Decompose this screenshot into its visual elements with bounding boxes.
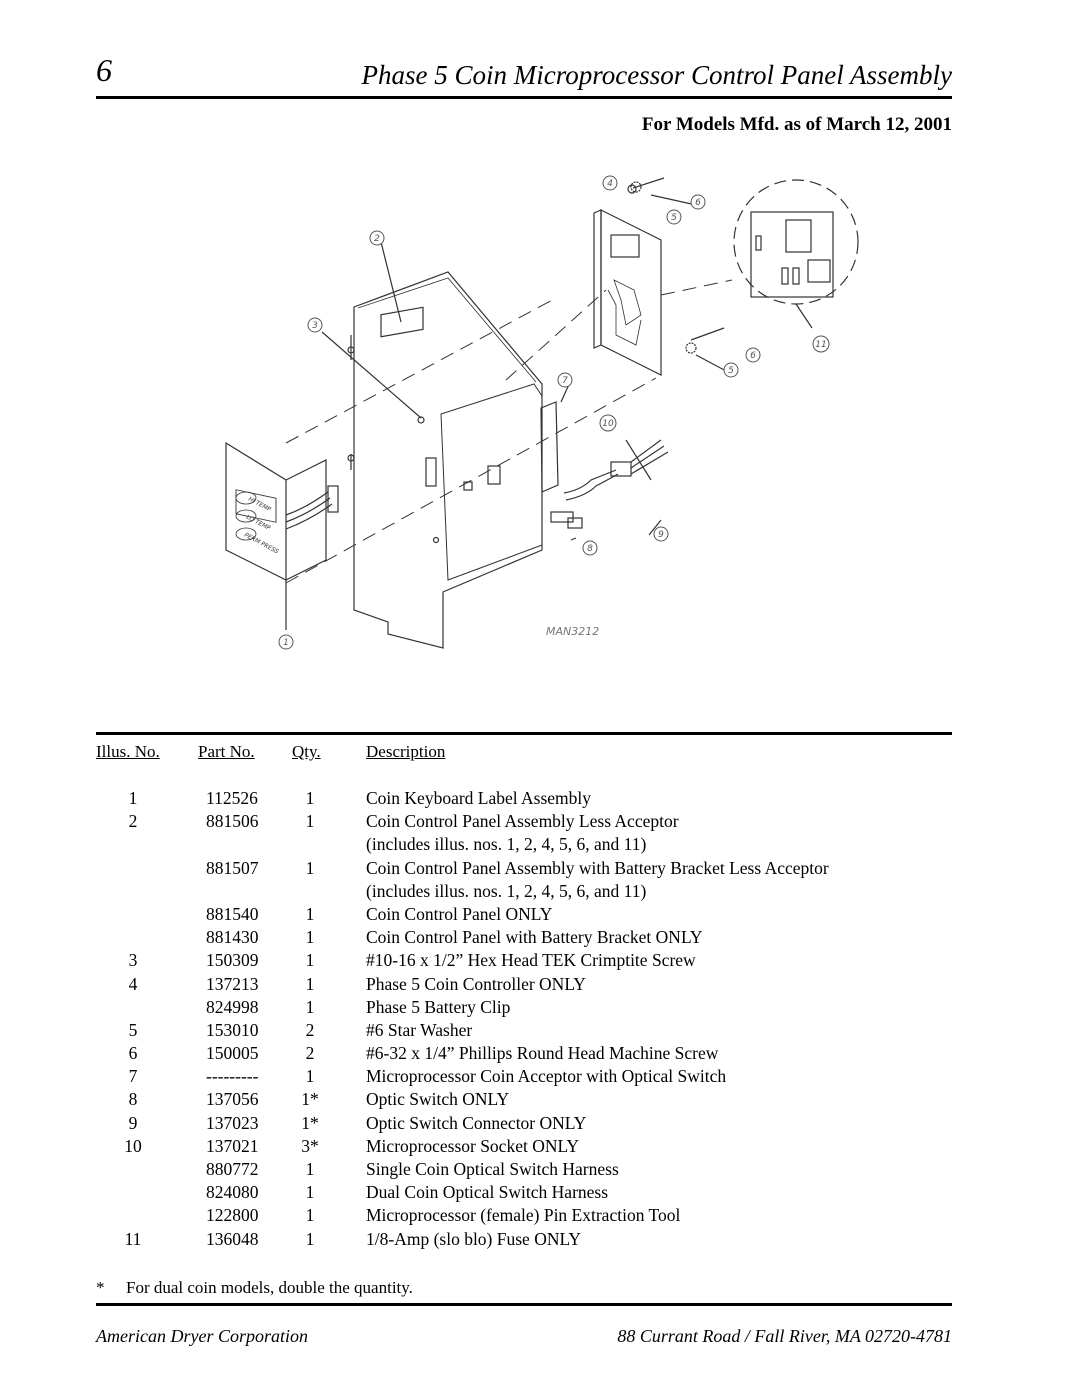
qty-cell: 1 <box>305 1228 315 1249</box>
qty-cell: 1 <box>305 788 315 808</box>
table-row <box>96 810 952 833</box>
qty-cell: 1 <box>305 903 315 924</box>
keypad-label-perm-press: PERM PRESS <box>243 531 280 556</box>
part-no-cell: 136048 <box>206 1228 259 1249</box>
table-row <box>96 949 952 972</box>
illus-no-cell: 10 <box>124 1135 142 1156</box>
description-cell: (includes illus. nos. 1, 2, 4, 5, 6, and 11) <box>366 834 647 855</box>
table-row <box>96 833 952 856</box>
qty-cell: 1* <box>301 1112 319 1133</box>
footer-rule <box>96 1303 952 1306</box>
models-subtitle: For Models Mfd. as of March 12, 2001 <box>641 114 952 135</box>
illus-no-cell: 4 <box>128 973 138 994</box>
table-row <box>96 1112 952 1135</box>
qty-cell: 1 <box>305 857 315 878</box>
part-no-cell: 137213 <box>206 973 259 994</box>
page-number: 6 <box>96 52 112 88</box>
footnote <box>96 1278 413 1298</box>
header-description: Description <box>366 742 446 761</box>
illus-no-cell: 11 <box>124 1228 142 1249</box>
part-no-cell: 881507 <box>206 857 259 878</box>
part-no-cell: 153010 <box>206 1019 259 1040</box>
company-name: American Dryer Corporation <box>96 1326 308 1346</box>
callout-5-top: 5 <box>671 213 677 223</box>
callout-6-top: 6 <box>695 198 701 208</box>
description-cell: Optic Switch Connector ONLY <box>366 1112 587 1133</box>
callout-1: 1 <box>283 638 289 648</box>
part-no-cell: 824998 <box>206 996 259 1017</box>
callout-8: 8 <box>587 544 593 554</box>
description-cell: #6 Star Washer <box>366 1019 473 1040</box>
callout-9: 9 <box>658 530 664 540</box>
description-cell: Coin Keyboard Label Assembly <box>366 788 592 808</box>
table-row <box>96 1158 952 1181</box>
description-cell: Coin Control Panel Assembly with Battery Bracket Less Acceptor <box>366 857 829 878</box>
table-row <box>96 1181 952 1204</box>
illus-no-cell: 5 <box>128 1019 138 1040</box>
table-row <box>96 1019 952 1042</box>
qty-cell: 2 <box>305 1043 315 1064</box>
illus-no-cell: 6 <box>128 1043 138 1064</box>
illus-no-cell: 1 <box>128 788 138 808</box>
header-rule <box>96 96 952 99</box>
part-no-cell: 137021 <box>206 1135 259 1156</box>
table-row <box>96 1042 952 1065</box>
table-row <box>96 996 952 1019</box>
qty-cell: 1 <box>305 811 315 832</box>
part-no-cell: 881430 <box>206 927 259 948</box>
company-address: 88 Currant Road / Fall River, MA 02720-4781 <box>617 1326 952 1346</box>
table-row <box>96 1228 952 1251</box>
control-panel-outline <box>354 272 542 648</box>
description-cell: Optic Switch ONLY <box>366 1089 510 1110</box>
table-row <box>96 1065 952 1088</box>
qty-cell: 3* <box>301 1135 319 1156</box>
description-cell: Microprocessor Socket ONLY <box>366 1135 580 1156</box>
description-cell: Microprocessor (female) Pin Extraction Tool <box>366 1205 681 1226</box>
part-no-cell: --------- <box>206 1066 259 1087</box>
keypad-label-lo-temp: LO TEMP <box>245 513 272 532</box>
qty-cell: 2 <box>305 1019 315 1040</box>
table-row <box>96 857 952 880</box>
table-row <box>96 903 952 926</box>
header-illus-no: Illus. No. <box>96 742 160 761</box>
qty-cell: 1 <box>305 973 315 994</box>
callout-3: 3 <box>312 321 318 331</box>
description-cell: #6-32 x 1/4” Phillips Round Head Machine Screw <box>366 1043 719 1064</box>
table-row <box>96 1135 952 1158</box>
qty-cell: 1 <box>305 996 315 1017</box>
table-row <box>96 926 952 949</box>
illus-no-cell: 9 <box>128 1112 138 1133</box>
keypad-label-hi-temp: HI TEMP <box>247 495 272 514</box>
part-no-cell: 824080 <box>206 1182 259 1203</box>
part-no-cell: 137056 <box>206 1089 259 1110</box>
part-no-cell: 150005 <box>206 1043 259 1064</box>
header-part-no: Part No. <box>198 742 255 761</box>
qty-cell: 1 <box>305 1182 315 1203</box>
callout-5-bottom: 5 <box>728 366 734 376</box>
description-cell: Dual Coin Optical Switch Harness <box>366 1182 609 1203</box>
illus-no-cell: 2 <box>128 811 138 832</box>
table-row <box>96 787 952 810</box>
drawing-number: MAN3212 <box>546 625 600 638</box>
description-cell: Coin Control Panel with Battery Bracket ONLY <box>366 927 703 948</box>
callout-10: 10 <box>602 419 614 429</box>
part-no-cell: 150309 <box>206 950 259 971</box>
callout-2: 2 <box>374 234 380 244</box>
table-row <box>96 973 952 996</box>
part-no-cell: 880772 <box>206 1159 259 1179</box>
description-cell: (includes illus. nos. 1, 2, 4, 5, 6, and 11) <box>366 880 647 901</box>
qty-cell: 1* <box>301 1089 319 1110</box>
table-row <box>96 1088 952 1111</box>
qty-cell: 1 <box>305 950 315 971</box>
footnote-marker: * <box>96 1278 105 1297</box>
callout-4: 4 <box>607 179 613 189</box>
table-row <box>96 880 952 903</box>
part-no-cell: 137023 <box>206 1112 259 1133</box>
description-cell: Phase 5 Coin Controller ONLY <box>366 973 586 994</box>
description-cell: Phase 5 Battery Clip <box>366 996 511 1017</box>
keyboard-label-outline <box>226 443 286 580</box>
table-row <box>96 1204 952 1227</box>
footnote-text: For dual coin models, double the quantity. <box>126 1278 413 1297</box>
exploded-assembly-diagram <box>96 140 952 720</box>
callout-7: 7 <box>562 376 568 386</box>
part-no-cell: 112526 <box>206 788 258 808</box>
description-cell: Microprocessor Coin Acceptor with Optical Switch <box>366 1066 727 1087</box>
parts-table <box>96 787 952 1251</box>
page-title: Phase 5 Coin Microprocessor Control Panel Assembly <box>361 60 952 90</box>
description-cell: #10-16 x 1/2” Hex Head TEK Crimptite Screw <box>366 950 696 971</box>
callout-6-bottom: 6 <box>750 351 756 361</box>
qty-cell: 1 <box>305 1066 315 1087</box>
header-qty: Qty. <box>292 742 321 761</box>
part-no-cell: 881506 <box>206 811 259 832</box>
illus-no-cell: 3 <box>128 950 138 971</box>
table-top-rule <box>96 732 952 735</box>
illus-no-cell: 7 <box>128 1066 138 1087</box>
part-no-cell: 881540 <box>206 903 259 924</box>
description-cell: Coin Control Panel ONLY <box>366 903 553 924</box>
qty-cell: 1 <box>305 1205 315 1226</box>
qty-cell: 1 <box>305 1159 315 1179</box>
description-cell: Single Coin Optical Switch Harness <box>366 1159 619 1179</box>
part-no-cell: 122800 <box>206 1205 259 1226</box>
illus-no-cell: 8 <box>128 1089 138 1110</box>
description-cell: 1/8-Amp (slo blo) Fuse ONLY <box>366 1228 582 1249</box>
description-cell: Coin Control Panel Assembly Less Acceptor <box>366 811 679 832</box>
qty-cell: 1 <box>305 927 315 948</box>
callout-11: 11 <box>815 340 827 350</box>
